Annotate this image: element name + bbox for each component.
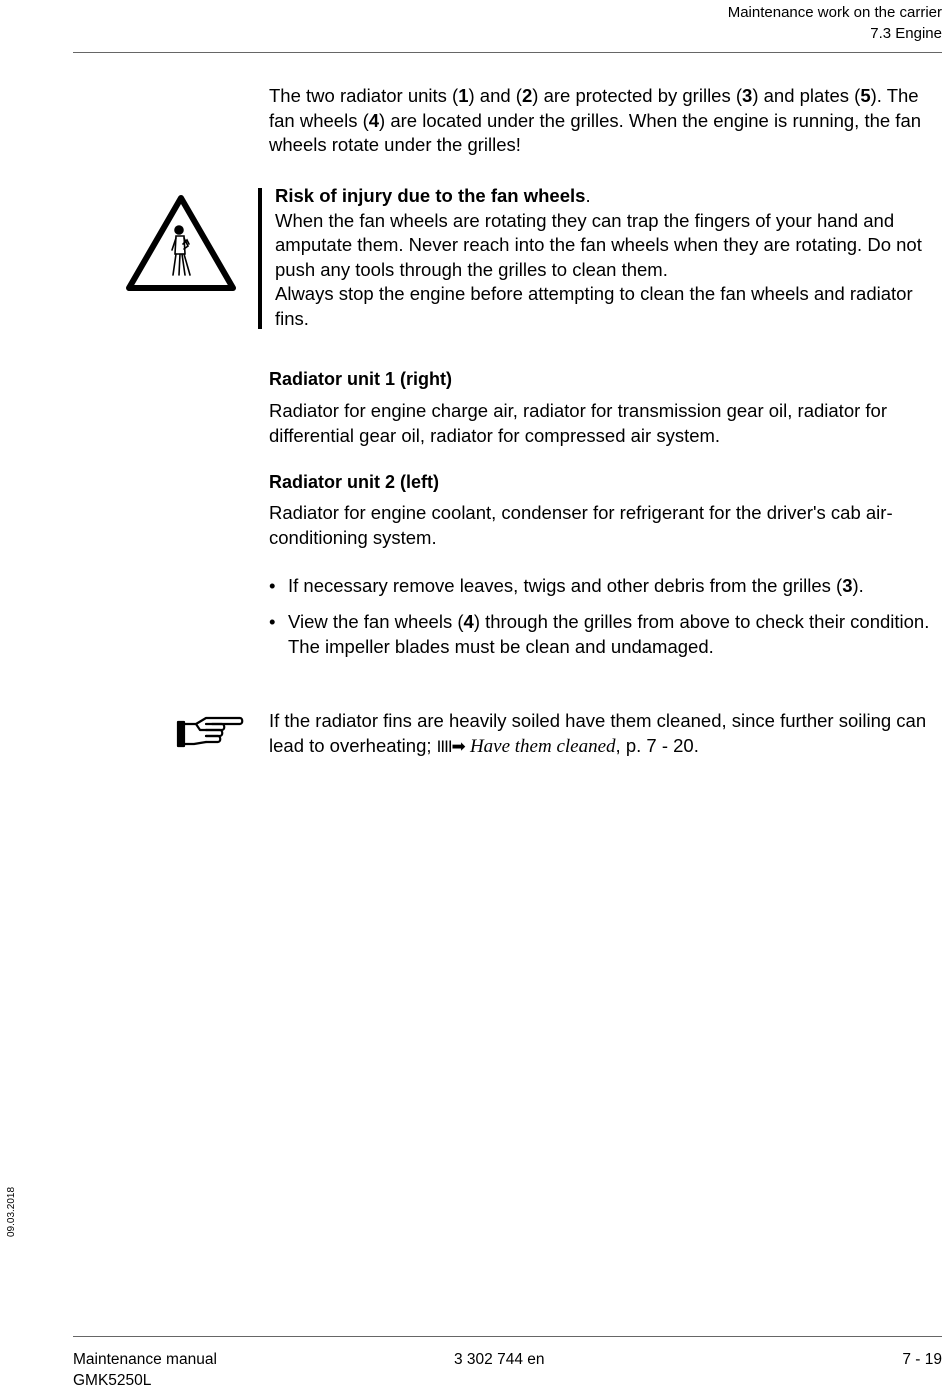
- pointing-hand-icon: [176, 714, 244, 750]
- bullet-marker: •: [269, 575, 276, 596]
- warning-side-bar: [258, 188, 262, 329]
- list-item: • View the fan wheels (4) through the grilles from above to check their condition. The impeller blades must be clean and undamaged.: [269, 610, 943, 659]
- radiator-unit-1-heading: Radiator unit 1 (right): [269, 369, 452, 389]
- header-chapter: Maintenance work on the carrier: [727, 4, 942, 21]
- bullet-marker: •: [269, 611, 276, 632]
- warning-title: Risk of injury due to the fan wheels.: [275, 185, 591, 206]
- warning-body-2: Always stop the engine before attempting to clean the fan wheels and radiator fins.: [275, 283, 913, 329]
- footer-model: GMK5250L: [73, 1372, 152, 1389]
- footer-document-number: 3 302 744 en: [454, 1351, 545, 1368]
- list-item: • If necessary remove leaves, twigs and other debris from the grilles (3).: [269, 574, 943, 599]
- warning-body-1: When the fan wheels are rotating they can trap the fingers of your hand and amputate them. Never reach into the fan wheels when they are rotating. Do not push any tools through the grilles to clean them.: [275, 209, 922, 280]
- header-section: 7.3 Engine: [870, 25, 942, 42]
- warning-block: [275, 184, 943, 331]
- radiator-unit-1-text: Radiator for engine charge air, radiator for transmission gear oil, radiator for differential gear oil, radiator for compressed air system.: [269, 400, 887, 446]
- warning-triangle-person-icon: [124, 192, 238, 294]
- footer-manual-title: Maintenance manual: [73, 1351, 217, 1368]
- side-date: 09.03.2018: [6, 1186, 17, 1237]
- radiator-unit-2-heading: Radiator unit 2 (left): [269, 472, 439, 492]
- cross-reference-arrow-icon: IIII➡: [436, 736, 465, 756]
- intro-paragraph: The two radiator units (1) and (2) are protected by grilles (3) and plates (5). The fan wheels (4) are located under the grilles. When the engine is running, the fan wheels rotate under the grilles!: [269, 85, 922, 155]
- page-header: [728, 2, 942, 44]
- note-paragraph: If the radiator fins are heavily soiled have them cleaned, since further soiling can lead to overheating; IIII➡ Have them cleaned, p. 7 - 20.: [269, 710, 927, 757]
- radiator-unit-2-text: Radiator for engine coolant, condenser for refrigerant for the driver's cab air-conditioning system.: [269, 502, 893, 548]
- header-rule: [73, 52, 942, 53]
- footer-page-number: 7 - 19: [902, 1351, 942, 1368]
- footer-rule: [73, 1336, 942, 1337]
- footer-left: [73, 1349, 217, 1391]
- cross-reference-link[interactable]: Have them cleaned: [469, 735, 616, 757]
